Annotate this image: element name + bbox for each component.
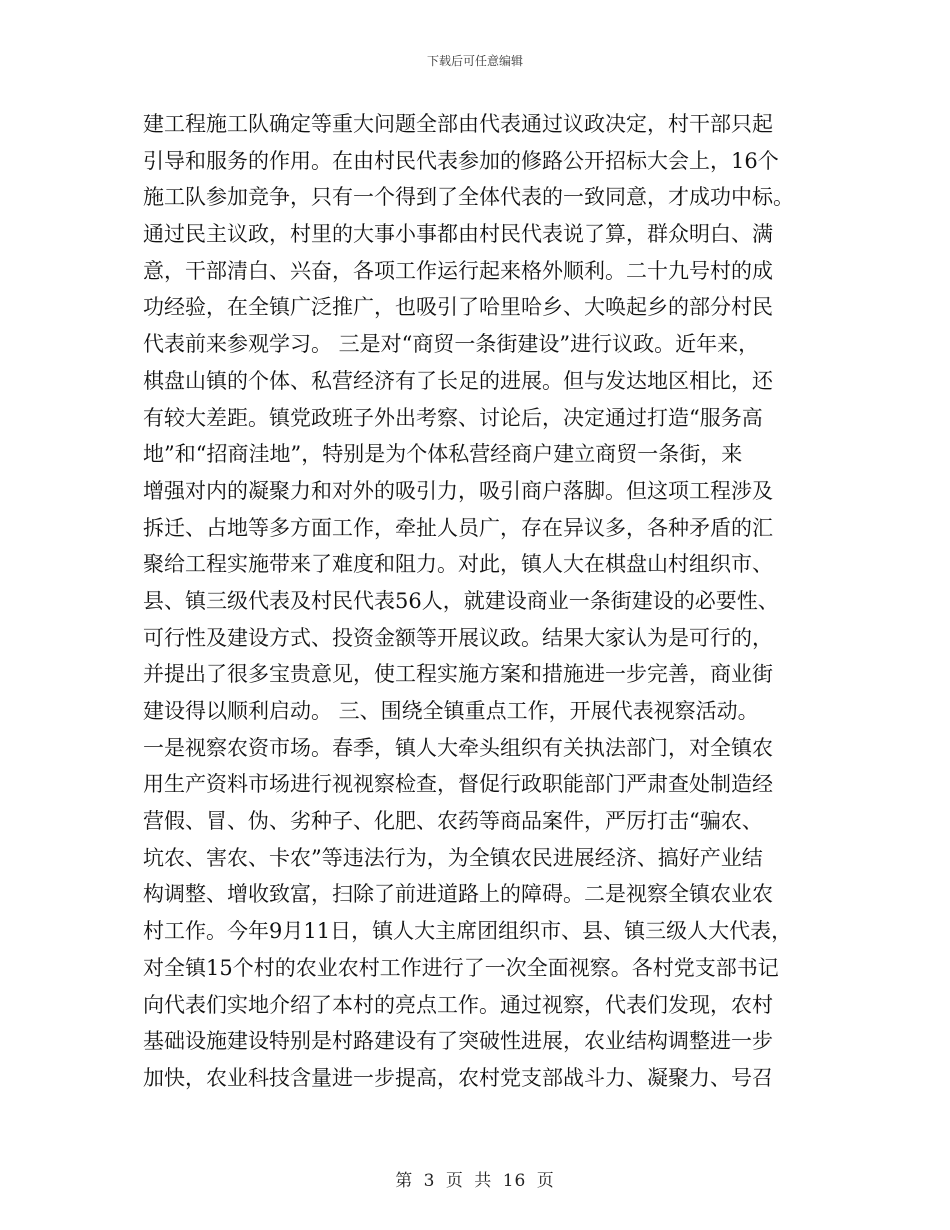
text-line: 营假、冒、伪、劣种子、化肥、农药等商品案件，严厉打击“骗农、 <box>143 809 763 834</box>
text-line: 建工程施工队确定等重大问题全部由代表通过议政决定，村干部只起 <box>143 112 773 136</box>
text-line: 拆迁、占地等多方面工作，牵扯人员广，存在异议多，各种矛盾的汇 <box>143 515 773 540</box>
text-line: 通过民主议政，村里的大事小事都由村民代表说了算，群众明白、满 <box>143 222 773 247</box>
document-body <box>143 106 823 1097</box>
text-line: 可行性及建设方式、投资金额等开展议政。结果大家认为是可行的， <box>143 625 773 650</box>
footer-total-pages: 16 <box>502 1171 527 1191</box>
text-line: 县、镇三级代表及村民代表56人，就建设商业一条街建设的必要性、 <box>143 588 779 613</box>
text-line: 意，干部清白、兴奋，各项工作运行起来格外顺利。二十九号村的成 <box>143 258 773 283</box>
text-line: 聚给工程实施带来了难度和阻力。对此，镇人大在棋盘山村组织市、 <box>143 552 773 577</box>
footer-prefix: 第 <box>395 1171 414 1191</box>
text-line: 一是视察农资市场。春季，镇人大牵头组织有关执法部门，对全镇农 <box>143 735 773 760</box>
text-line: 用生产资料市场进行视视察检查，督促行政职能部门严肃查处制造经 <box>143 772 773 797</box>
text-line: 代表前来参观学习。 三是对“商贸一条街建设”进行议政。近年来， <box>143 332 760 357</box>
footer-mid1: 页 <box>445 1171 464 1191</box>
footer-page-number: 3 <box>423 1171 436 1191</box>
text-line: 基础设施建设特别是村路建设有了突破性进展，农业结构调整进一步 <box>143 1029 773 1054</box>
text-line: 加快，农业科技含量进一步提高，农村党支部战斗力、凝聚力、号召 <box>143 1065 773 1090</box>
text-line: 有较大差距。镇党政班子外出考察、讨论后，决定通过打造“服务高 <box>143 405 763 430</box>
text-line: 向代表们实地介绍了本村的亮点工作。通过视察，代表们发现，农村 <box>143 992 773 1017</box>
text-line: 增强对内的凝聚力和对外的吸引力，吸引商户落脚。但这项工程涉及 <box>143 478 773 503</box>
text-line: 施工队参加竞争，只有一个得到了全体代表的一致同意，才成功中标。 <box>143 185 794 210</box>
text-line: 引导和服务的作用。在由村民代表参加的修路公开招标大会上，16个 <box>143 148 779 173</box>
page-footer <box>0 1166 950 1191</box>
text-line: 坑农、害农、卡农”等违法行为，为全镇农民进展经济、搞好产业结 <box>143 845 763 870</box>
text-line: 棋盘山镇的个体、私营经济有了长足的进展。但与发达地区相比，还 <box>143 368 773 393</box>
text-line: 构调整、增收致富，扫除了前进道路上的障碍。二是视察全镇农业农 <box>143 882 773 907</box>
footer-mid2: 共 <box>474 1171 493 1191</box>
text-line: 地”和“招商洼地”，特别是为个体私营经商户建立商贸一条街，来 <box>143 442 743 467</box>
text-line: 并提出了很多宝贵意见，使工程实施方案和措施进一步完善，商业街 <box>143 662 773 687</box>
page-header: 下载后可任意编辑 <box>426 54 523 68</box>
footer-suffix: 页 <box>536 1171 555 1191</box>
text-line: 村工作。今年9月11日，镇人大主席团组织市、县、镇三级人大代表， <box>143 919 793 944</box>
text-line: 对全镇15个村的农业农村工作进行了一次全面视察。各村党支部书记 <box>143 955 779 980</box>
text-line: 建设得以顺利启动。 三、围绕全镇重点工作，开展代表视察活动。 <box>143 699 759 723</box>
text-line: 功经验，在全镇广泛推广，也吸引了哈里哈乡、大唤起乡的部分村民 <box>143 295 773 320</box>
